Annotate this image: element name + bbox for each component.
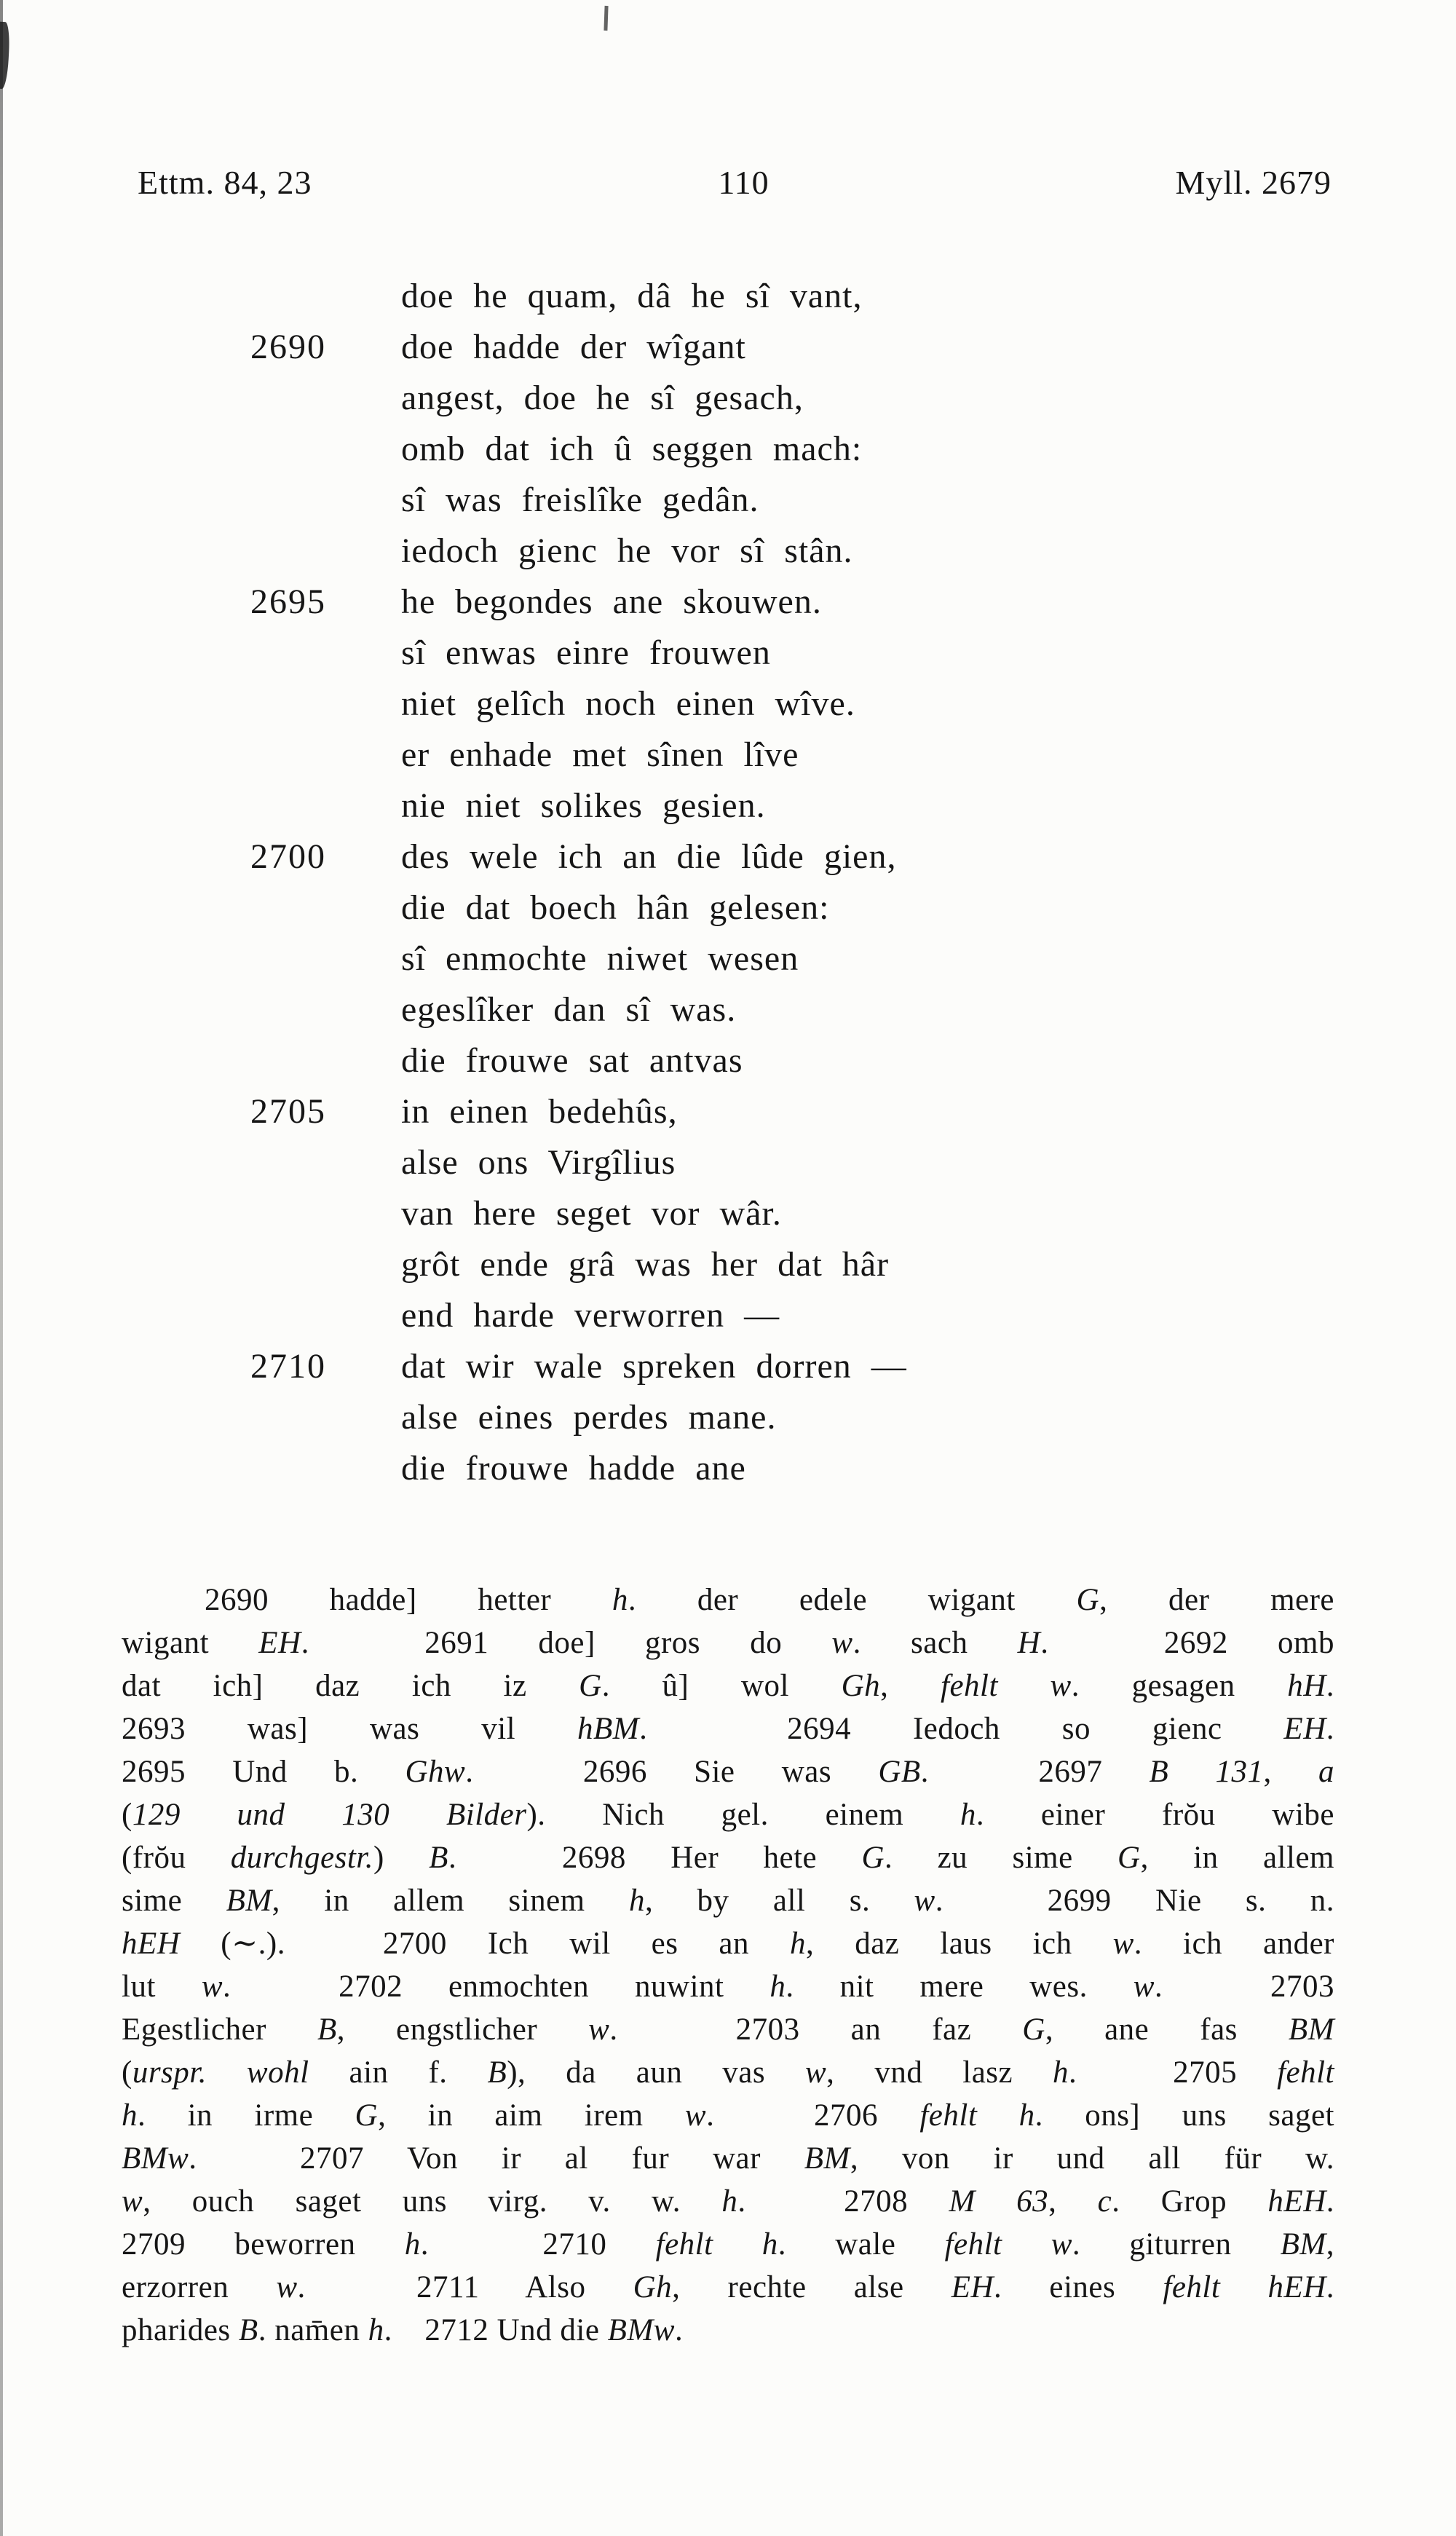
apparatus-siglum: BMw (607, 2313, 675, 2347)
verse-line (250, 933, 907, 984)
apparatus-siglum: EH (951, 2270, 994, 2304)
apparatus-text: dat ich] daz ich iz (122, 1669, 579, 1703)
apparatus-siglum: w (914, 1884, 935, 1918)
apparatus-block (122, 1579, 1334, 2352)
apparatus-text: , in allem (1140, 1841, 1334, 1875)
apparatus-text: , (1263, 1755, 1318, 1789)
apparatus-siglum: BM (1280, 2227, 1326, 2262)
apparatus-text: . nam̄en (258, 2313, 368, 2347)
apparatus-text: lut (122, 1970, 202, 2004)
apparatus-text: sime (122, 1884, 226, 1918)
apparatus-text: (frŏu (122, 1841, 231, 1875)
verse-line-number: 2700 (250, 837, 326, 876)
apparatus-line (122, 2008, 1334, 2051)
apparatus-siglum: G (1117, 1841, 1141, 1875)
verse-line (250, 577, 907, 628)
apparatus-siglum: h (368, 2313, 384, 2347)
apparatus-text: , rechte alse (672, 2270, 951, 2304)
apparatus-line (122, 2223, 1334, 2266)
apparatus-text: . zu sime (885, 1841, 1118, 1875)
apparatus-text: . eines (994, 2270, 1163, 2304)
verse-line-text: doe hadde der wîgant (401, 328, 746, 366)
apparatus-text: . 2712 Und die (384, 2313, 608, 2347)
verse-line-text: sî enmochte niwet wesen (401, 939, 799, 978)
apparatus-siglum: G (355, 2098, 379, 2133)
apparatus-siglum: B 131 (1149, 1755, 1264, 1789)
apparatus-siglum: h (122, 2098, 138, 2133)
apparatus-siglum: M 63 (949, 2184, 1049, 2219)
verse-line-text: nie niet solikes gesien. (401, 786, 766, 825)
apparatus-line (122, 1879, 1334, 1922)
apparatus-text: , (1326, 2227, 1334, 2262)
scan-mark-artifact (604, 6, 608, 31)
apparatus-text: . Grop (1112, 2184, 1268, 2219)
apparatus-siglum: 129 und 130 Bilder (132, 1798, 527, 1832)
apparatus-text: , ane fas (1045, 2012, 1289, 2047)
apparatus-siglum: h (628, 1884, 645, 1918)
apparatus-siglum: w (684, 2098, 707, 2133)
apparatus-siglum: BM (226, 1884, 272, 1918)
apparatus-siglum: G (1022, 2012, 1045, 2047)
verse-line (250, 1341, 907, 1392)
apparatus-text: . 2697 (920, 1755, 1150, 1789)
apparatus-siglum: G (579, 1669, 602, 1703)
apparatus-text: . 2708 (737, 2184, 949, 2219)
apparatus-text: . giturren (1072, 2227, 1281, 2262)
apparatus-line (122, 2266, 1334, 2309)
apparatus-text: , in aim irem (378, 2098, 685, 2133)
apparatus-text: . 2706 (706, 2098, 920, 2133)
apparatus-text: 2709 beworren (122, 2227, 405, 2262)
verse-line (250, 984, 907, 1035)
apparatus-siglum: fehlt hEH (1163, 2270, 1326, 2304)
apparatus-line (122, 2137, 1334, 2180)
verse-line-text: doe he quam, dâ he sî vant, (401, 277, 863, 315)
verse-line (250, 475, 907, 526)
verse-line-text: des wele ich an die lûde gien, (401, 837, 897, 876)
verse-line (250, 373, 907, 424)
apparatus-siglum: w (122, 2184, 143, 2219)
apparatus-text: , (880, 1669, 941, 1703)
apparatus-line (122, 1965, 1334, 2008)
apparatus-text: . in irme (138, 2098, 355, 2133)
apparatus-text: . 2691 doe] gros do (301, 1626, 832, 1660)
verse-line (250, 1239, 907, 1290)
verse-line (250, 1035, 907, 1086)
apparatus-line (122, 2094, 1334, 2137)
verse-line-text: omb dat ich û seggen mach: (401, 430, 863, 468)
verse-line (250, 424, 907, 475)
verse-line-text: sî enwas einre frouwen (401, 633, 771, 672)
verse-line-text: angest, doe he sî gesach, (401, 379, 804, 417)
apparatus-siglum: w (276, 2270, 298, 2304)
verse-line-number: 2690 (250, 328, 326, 366)
apparatus-siglum: Ghw (405, 1755, 466, 1789)
apparatus-text: ( (122, 2055, 132, 2090)
apparatus-text: , von ir und all für w. (850, 2141, 1334, 2176)
apparatus-siglum: H (1017, 1626, 1041, 1660)
verse-line-text: die frouwe sat antvas (401, 1041, 743, 1080)
apparatus-line (122, 1750, 1334, 1793)
verse-line (250, 831, 907, 882)
apparatus-text: ), da aun vas (507, 2055, 805, 2090)
apparatus-siglum: fehlt h (655, 2227, 778, 2262)
apparatus-siglum: durchgestr. (230, 1841, 374, 1875)
verse-line-text: sî was freislîke gedân. (401, 481, 759, 519)
apparatus-text: , (1048, 2184, 1098, 2219)
apparatus-line (122, 2051, 1334, 2094)
verse-line-text: niet gelîch noch einen wîve. (401, 684, 855, 723)
verse-line-text: er enhade met sînen lîve (401, 735, 799, 774)
verse-line-number: 2705 (250, 1092, 326, 1131)
apparatus-siglum: hBM (577, 1712, 640, 1746)
apparatus-line (122, 2180, 1334, 2223)
apparatus-text: . (1326, 1712, 1334, 1746)
apparatus-text: . û] wol (601, 1669, 842, 1703)
apparatus-text: ( (122, 1798, 132, 1832)
verse-line-text: dat wir wale spreken dorren — (401, 1347, 907, 1386)
apparatus-text: . 2698 Her hete (448, 1841, 862, 1875)
verse-line-text: die dat boech hân gelesen: (401, 888, 830, 927)
apparatus-siglum: B (429, 1841, 448, 1875)
verse-line (250, 526, 907, 577)
apparatus-siglum: a (1318, 1755, 1334, 1789)
apparatus-text: . wale (778, 2227, 945, 2262)
apparatus-text: . der edele wigant (628, 1583, 1077, 1617)
apparatus-text: ain f. (309, 2055, 488, 2090)
verse-line-text: end harde verworren — (401, 1296, 780, 1335)
apparatus-siglum: fehlt h (919, 2098, 1035, 2133)
apparatus-text: . 2711 Also (297, 2270, 633, 2304)
apparatus-text: . einer frŏu wibe (976, 1798, 1334, 1832)
verse-line (250, 1443, 907, 1494)
verse-line (250, 1290, 907, 1341)
apparatus-text: ) (373, 1841, 430, 1875)
verse-line-text: he begondes ane skouwen. (401, 582, 822, 621)
apparatus-siglum: fehlt (1277, 2055, 1334, 2090)
apparatus-text: Egestlicher (122, 2012, 317, 2047)
apparatus-line (122, 1664, 1334, 1707)
apparatus-line (122, 1793, 1334, 1836)
apparatus-text: 2693 was] was vil (122, 1712, 577, 1746)
verse-line-text: die frouwe hadde ane (401, 1449, 746, 1488)
apparatus-siglum: hEH (122, 1927, 181, 1961)
apparatus-text: 2695 Und b. (122, 1755, 405, 1789)
apparatus-siglum: Gh (633, 2270, 673, 2304)
apparatus-text: 2690 hadde] hetter (205, 1583, 612, 1617)
page-number: 110 (718, 164, 769, 201)
verse-line-text: egeslîker dan sî was. (401, 990, 737, 1029)
apparatus-siglum: hH (1287, 1669, 1326, 1703)
apparatus-siglum: Gh (841, 1669, 881, 1703)
apparatus-text: . (1326, 1669, 1334, 1703)
verse-line-number: 2695 (250, 582, 326, 621)
verse-line (250, 679, 907, 730)
verse-line (250, 882, 907, 933)
apparatus-siglum: h (404, 2227, 421, 2262)
apparatus-line (122, 1922, 1334, 1965)
verse-line (250, 1137, 907, 1188)
apparatus-text: . ons] uns saget (1034, 2098, 1335, 2133)
verse-line (250, 322, 907, 373)
apparatus-siglum: B (317, 2012, 337, 2047)
apparatus-text: . 2703 an faz (609, 2012, 1023, 2047)
apparatus-siglum: G (861, 1841, 885, 1875)
apparatus-text: . 2696 Sie was (465, 1755, 879, 1789)
verse-line-text: alse ons Virgîlius (401, 1143, 676, 1182)
verse-line-text: iedoch gienc he vor sî stân. (401, 532, 853, 570)
apparatus-siglum: w (1133, 1970, 1155, 2004)
header-left-reference: Ettm. 84, 23 (138, 164, 312, 201)
apparatus-line (122, 1579, 1334, 1621)
apparatus-siglum: h (612, 1583, 628, 1617)
apparatus-siglum: BMw (122, 2141, 189, 2176)
verse-line-text: in einen bedehûs, (401, 1092, 678, 1131)
apparatus-siglum: h (1053, 2055, 1069, 2090)
scan-edge-artifact (0, 0, 3, 2536)
apparatus-line (122, 1621, 1334, 1664)
apparatus-siglum: EH (258, 1626, 301, 1660)
apparatus-siglum: BM (1288, 2012, 1335, 2047)
apparatus-line (122, 1707, 1334, 1750)
apparatus-siglum: BM (804, 2141, 850, 2176)
apparatus-siglum: h (769, 1970, 786, 2004)
apparatus-siglum: EH (1283, 1712, 1326, 1746)
verse-line-number: 2710 (250, 1347, 326, 1386)
apparatus-siglum: h (721, 2184, 738, 2219)
apparatus-text: , engstlicher (336, 2012, 589, 2047)
apparatus-text: . 2702 enmochten nuwint (223, 1970, 770, 2004)
verse-line (250, 1392, 907, 1443)
scan-corner-artifact (0, 22, 10, 90)
apparatus-text: . 2707 Von ir al fur war (189, 2141, 804, 2176)
apparatus-siglum: h (960, 1798, 976, 1832)
apparatus-text: (∼.). 2700 Ich wil es an (180, 1927, 790, 1961)
verse-line-text: alse eines perdes mane. (401, 1398, 777, 1437)
verse-line (250, 730, 907, 781)
verse-line (250, 781, 907, 831)
apparatus-line (122, 1836, 1334, 1879)
apparatus-line (122, 2309, 1334, 2352)
apparatus-siglum: w (588, 2012, 610, 2047)
apparatus-text: wigant (122, 1626, 259, 1660)
apparatus-text: . 2694 Iedoch so gienc (639, 1712, 1284, 1746)
apparatus-text: . ich ander (1133, 1927, 1334, 1961)
apparatus-siglum: B (238, 2313, 258, 2347)
apparatus-text: . (674, 2313, 684, 2347)
apparatus-text: . 2705 (1069, 2055, 1278, 2090)
apparatus-siglum: urspr. wohl (132, 2055, 309, 2090)
verse-line-text: grôt ende grâ was her dat hâr (401, 1245, 890, 1284)
apparatus-text: , daz laus ich (806, 1927, 1113, 1961)
verse-line (250, 1188, 907, 1239)
apparatus-text: . 2703 (1154, 1970, 1335, 2004)
verse-line (250, 271, 907, 322)
apparatus-siglum: w (1112, 1927, 1134, 1961)
verse-line (250, 1086, 907, 1137)
apparatus-text: . nit mere wes. (786, 1970, 1133, 2004)
apparatus-text: , in allem sinem (272, 1884, 629, 1918)
header-right-reference: Myll. 2679 (1175, 164, 1332, 201)
apparatus-siglum: c (1097, 2184, 1112, 2219)
apparatus-text: , vnd lasz (826, 2055, 1053, 2090)
apparatus-siglum: fehlt w (944, 2227, 1072, 2262)
verse-line (250, 628, 907, 679)
apparatus-text: . (1326, 2270, 1335, 2304)
apparatus-siglum: GB (878, 1755, 921, 1789)
apparatus-text: pharides (122, 2313, 239, 2347)
apparatus-text: . sach (852, 1626, 1018, 1660)
apparatus-siglum: G (1076, 1583, 1100, 1617)
apparatus-text: . 2699 Nie s. n. (935, 1884, 1335, 1918)
apparatus-text: ). Nich gel. einem (526, 1798, 960, 1832)
apparatus-text: . (1326, 2184, 1334, 2219)
apparatus-siglum: w (804, 2055, 827, 2090)
verse-block (250, 271, 907, 1494)
apparatus-text: . gesagen (1071, 1669, 1288, 1703)
apparatus-text: erzorren (122, 2270, 277, 2304)
apparatus-siglum: h (790, 1927, 806, 1961)
apparatus-siglum: w (831, 1626, 853, 1660)
apparatus-siglum: B (487, 2055, 507, 2090)
apparatus-text: , by all s. (644, 1884, 914, 1918)
apparatus-siglum: hEH (1267, 2184, 1326, 2219)
apparatus-siglum: fehlt w (941, 1669, 1072, 1703)
verse-line-text: van here seget vor wâr. (401, 1194, 782, 1233)
apparatus-text: , ouch saget uns virg. v. w. (143, 2184, 722, 2219)
apparatus-text: . 2692 omb (1040, 1626, 1334, 1660)
apparatus-siglum: w (201, 1970, 223, 2004)
apparatus-text: . 2710 (420, 2227, 656, 2262)
apparatus-text: , der mere (1099, 1583, 1335, 1617)
running-header (138, 166, 1332, 200)
